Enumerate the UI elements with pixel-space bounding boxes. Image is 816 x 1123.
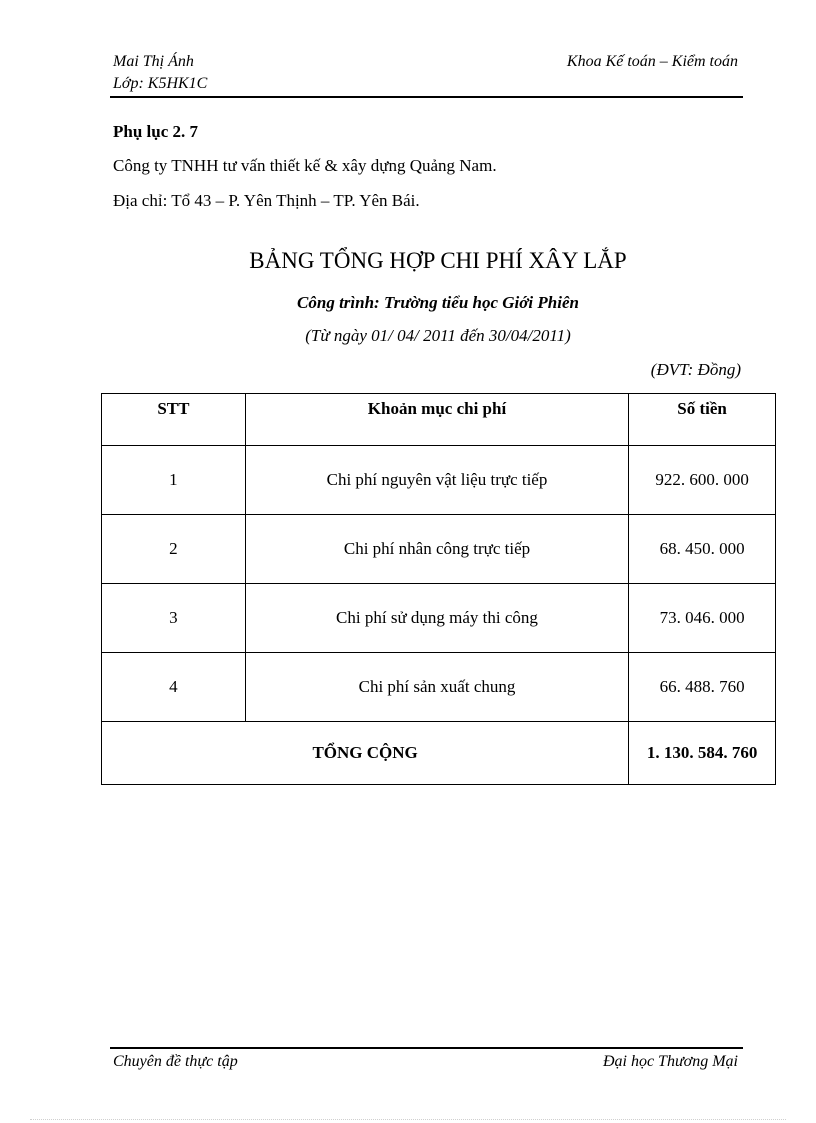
- table-header-row: [102, 394, 776, 446]
- faculty-name: Khoa Kế toán – Kiểm toán: [566, 53, 738, 70]
- row-amount: 68. 450. 000: [629, 515, 776, 584]
- row-item: Chi phí sử dụng máy thi công: [245, 584, 628, 653]
- row-stt: 3: [102, 584, 246, 653]
- cost-summary-table: [101, 393, 776, 785]
- table-row: [102, 584, 776, 653]
- column-header-amount: Số tiền: [629, 394, 776, 446]
- footer-right-text: Đại học Thương Mại: [602, 1053, 738, 1070]
- company-address: Địa chỉ: Tổ 43 – P. Yên Thịnh – TP. Yên Bái.: [113, 191, 420, 210]
- row-stt: 4: [102, 653, 246, 722]
- currency-unit: (ĐVT: Đồng): [650, 360, 741, 379]
- header-rule: [110, 96, 743, 98]
- author-name: Mai Thị Ánh: [113, 53, 194, 70]
- row-stt: 1: [102, 446, 246, 515]
- row-item: Chi phí sản xuất chung: [245, 653, 628, 722]
- total-row: [102, 722, 776, 785]
- project-name: Công trình: Trường tiểu học Giới Phiên: [297, 293, 579, 312]
- footer-left-text: Chuyên đề thực tập: [113, 1053, 238, 1070]
- total-label: TỔNG CỘNG: [102, 722, 629, 785]
- footer-rule: [110, 1047, 743, 1049]
- report-title: BẢNG TỔNG HỢP CHI PHÍ XÂY LẮP: [249, 248, 627, 273]
- class-code: Lớp: K5HK1C: [113, 75, 208, 92]
- row-amount: 73. 046. 000: [629, 584, 776, 653]
- row-item: Chi phí nhân công trực tiếp: [245, 515, 628, 584]
- row-item: Chi phí nguyên vật liệu trực tiếp: [245, 446, 628, 515]
- row-amount: 66. 488. 760: [629, 653, 776, 722]
- row-stt: 2: [102, 515, 246, 584]
- column-header-stt: STT: [102, 394, 246, 446]
- table-row: [102, 653, 776, 722]
- page-bottom-dotted-line: [30, 1119, 786, 1120]
- report-period: (Từ ngày 01/ 04/ 2011 đến 30/04/2011): [305, 326, 571, 345]
- table-row: [102, 446, 776, 515]
- total-amount: 1. 130. 584. 760: [629, 722, 776, 785]
- table-row: [102, 515, 776, 584]
- appendix-label: Phụ lục 2. 7: [113, 122, 199, 141]
- row-amount: 922. 600. 000: [629, 446, 776, 515]
- column-header-item: Khoản mục chi phí: [245, 394, 628, 446]
- company-name: Công ty TNHH tư vấn thiết kế & xây dựng Quảng Nam.: [113, 156, 497, 175]
